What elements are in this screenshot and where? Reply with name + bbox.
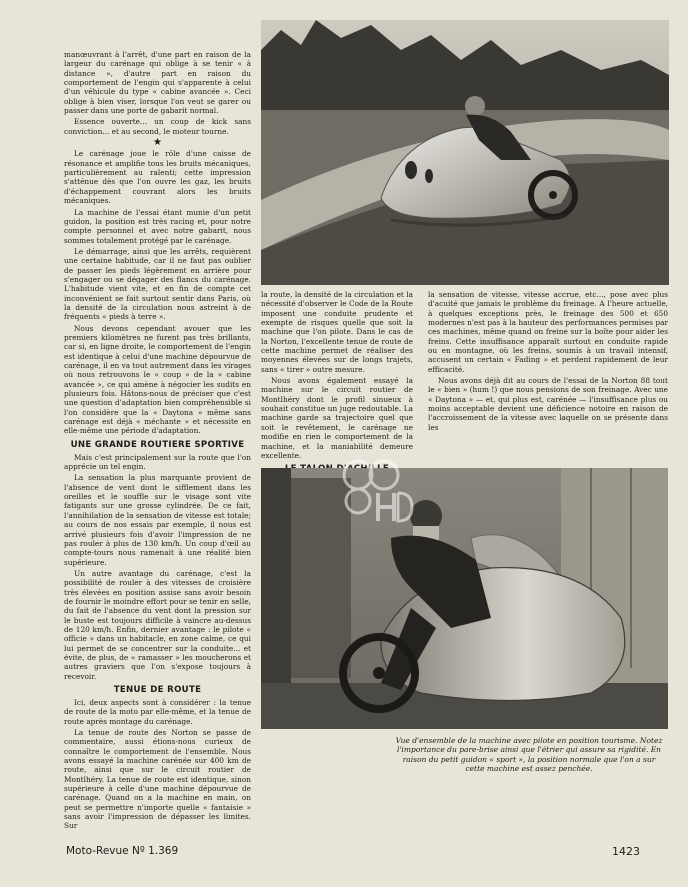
heading-grande-routiere: UNE GRANDE ROUTIERE SPORTIVE — [70, 439, 245, 450]
paragraph-aspects: Ici, deux aspects sont à considérer : la tenue de route de la moto par elle-même, et la tenue de route après montage du carénage. — [64, 698, 251, 726]
paragraph-essence: Essence ouverte... un coup de kick sans conviction... et au second, le moteur tourne. — [64, 117, 251, 136]
paragraph-carenage: Le carénage joue le rôle d'une caisse de résonance et amplifie tous les bruits mécaniques, particulièrement au ralenti; cette impression s'atténue dès que l'on ouvre les gaz, les bruits d'échappement couvrant alors les bruits mécaniques. — [64, 149, 251, 206]
paragraph-demarrage: Le démarrage, ainsi que les arrêts, requièrent une certaine habitude, car il ne faut pas oublier de passer les pieds légèrement en arrière pour s'engager ou se dégager des flancs du carénage. L'habitude vient vite, et en fin de compte cet inconvénient se fait surtout sentir dans Paris, où la densité de la circulation nous astreint à de fréquents « pieds à terre ». — [64, 246, 251, 322]
paragraph-sensation: La sensation la plus marquante provient de l'absence de vent dont le sifflement dans les oreilles et le souffle sur le visage sont vite fatigants sur une grosse cylindrée. De ce fait, l'annihilation de la sensation de vitesse est totale; au cours de nos essais par exemple, il nous est arrivé plusieurs fois d'avoir l'impression de ne pas rouler à plus de 130 km/h. Un coup d'œil au compte-tours nous ramenait à une réalité bien supérieure. — [64, 473, 251, 567]
paragraph-guidon: La machine de l'essai étant munie d'un petit guidon, la position est très racing et, pour notre compte personnel et avec notre gabarit, nous sommes totalement protégé par le carénage. — [64, 207, 251, 245]
photo-rider-faired-motorcycle — [261, 468, 668, 729]
paragraph-freinage: Nous avons déjà dit au cours de l'essai de la Norton 88 tout le « bien » (hum !) que nous pensions de son freinage. Avec une « Daytona » — et, qui plus est, carénée — l'insuffisance plus ou moins acceptable devient une déficience notoire en raison de l'accroissement de la vitesse avec laquelle on se présente dans les — [428, 376, 668, 432]
magazine-issue: Moto-Revue Nº 1.369 — [66, 845, 179, 857]
paragraph-route: Mais c'est principalement sur la route que l'on apprécie un tel engin. — [64, 452, 251, 472]
paragraph-vitesse: la sensation de vitesse, vitesse accrue, etc..., pose avec plus d'acuité que jamais le problème du freinage. A l'heure actuelle, à quelques exceptions près, le freinage des 500 et 650 modernes n'est pas à la hauteur des performances permises par ces machines, même quand on freine sur la boîte pour aider les freins. Cette insuffisance apparaît surtout en conduite rapide ou en montagne, où les freins, soumis à un travail intensif, accusent un certain « Fading » et perdent rapidement de leur efficacité. — [428, 290, 668, 374]
watermark-logo — [332, 455, 412, 531]
paragraph-premiers-km: Nous devons cependant avouer que les premiers kilomètres ne furent pas très brillants, car si, en ligne droite, le comportement de l'engin est identique à celui d'une machine dépourvue de carénage, il en va tout autrement dans les virages où nous retrouvons le « coup » de la « cabine avancée », ce qui amène à négocier les sudits en plusieurs fois. Hâtons-nous de préciser que c'est une question d'adaptation bien compréhensible si l'on considère que la « Daytona » même sans carénage est déjà « méchante » et nécessite en elle-même une période d'adaptation. — [64, 323, 252, 436]
paragraph-manoeuvre: manœuvrant à l'arrêt, d'une part en raison de la largeur du carénage qui oblige à se tenir « à distance », d'autre part en raison du comportement de l'engin qui s'apparente à celui d'un véhicule du type « cabine avancée ». Ceci oblige à bien viser, lorsque l'on veut se garer ou passer dans une porte de gabarit normal. — [64, 50, 251, 116]
paragraph-norton: La tenue de route des Norton se passe de commentaire, aussi étions-nous curieux de connaître le comportement de l'ensemble. Nous avons essayé la machine carénée sur 400 km de route, ainsi que sur le circuit routier de Montlhéry. La tenue de route est identique, sinon supérieure à celle d'une machine dépourvue de carénage. Quand on a la machine en main, on peut se permettre n'importe quelle « fantaisie » sans avoir l'impression de dépasser les limites. Sur — [64, 728, 251, 831]
photo-caption: Vue d'ensemble de la machine avec pilote en position tourisme. Notez l'importance du pare-brise ainsi que l'étrier qui assure sa rigidité. En raison du petit guidon « sport », la position normale que l'on a sur cette machine est assez penchée. — [395, 736, 663, 774]
paragraph-circuit: Nous avons également essayé la machine sur le circuit routier de Montlhéry dont le profil sinueux à souhait constitue un juge redoutable. La machine garde sa trajectoire quel que soit le revêtement, le carénage ne modifie en rien le comportement de la machine, et la maniabilité demeure excellente. — [261, 376, 413, 460]
page-number: 1423 — [612, 845, 640, 858]
paragraph-avantage: Un autre avantage du carénage, c'est la possibilité de rouler à des vitesses de croisière très élevées en position assise sans avoir besoin de fournir le moindre effort pour se tenir en selle, du fait de l'absence du vent dont la pression sur le buste est toujours difficile à vaincre au-dessus de 120 km/h. Enfin, dernier avantage : le pilote « officie » dans un habitacle, en zone calme, ce qui lui permet de se concentrer sur la conduite... et évite, de plus, de « ramasser » les moucherons et autres graviers que l'on s'expose toujours à recevoir. — [64, 568, 251, 681]
section-star-separator: ★ — [153, 137, 162, 149]
paragraph-densite: la route, la densité de la circulation et la nécessité d'observer le Code de la Route imposent une conduite prudente et exempte de risques quelle que soit la machine que l'on pilote. Dans le cas de la Norton, l'excellente tenue de route de cette machine permet de réaliser des moyennes élevées sur de longs trajets, sans « tirer » outre mesure. — [261, 290, 413, 374]
heading-tenue-de-route: TENUE DE ROUTE — [113, 685, 202, 695]
article-column-1 — [64, 50, 251, 840]
article-column-3 — [428, 290, 668, 455]
photo-motorcycle-circuit — [261, 20, 669, 285]
